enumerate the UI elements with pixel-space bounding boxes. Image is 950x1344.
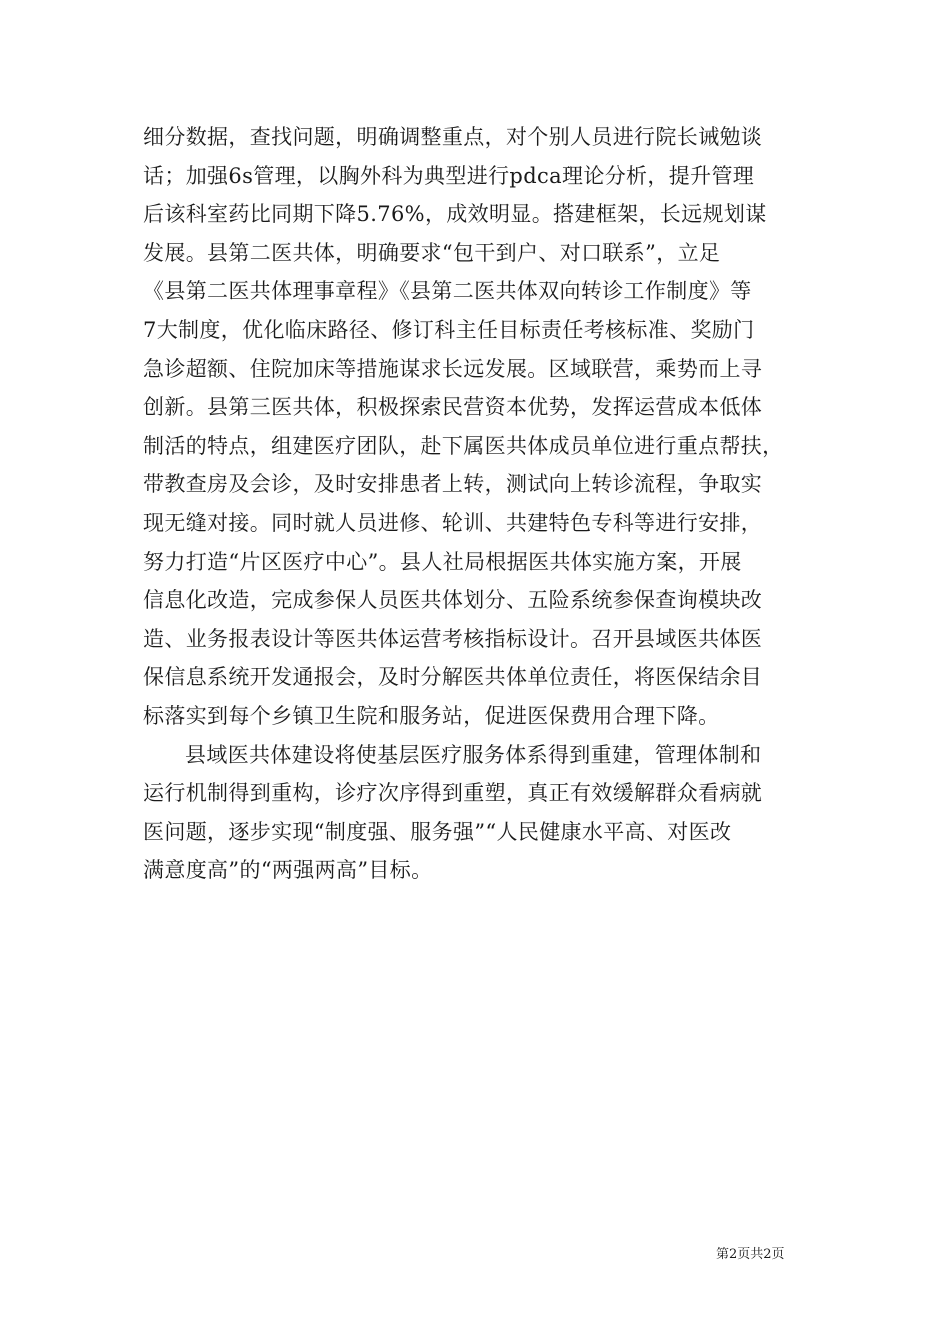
text-line: 标落实到每个乡镇卫生院和服务站，促进医保费用合理下降。 bbox=[143, 703, 720, 728]
text-line: 《县第二医共体理事章程》《县第二医共体双向转诊工作制度》等 bbox=[143, 279, 752, 304]
page-number-footer: 第2页共2页 bbox=[716, 1247, 785, 1262]
text-line: 急诊超额、住院加床等措施谋求长远发展。区域联营，乘势而上寻 bbox=[143, 356, 763, 381]
text-line: 造、业务报表设计等医共体运营考核指标设计。召开县域医共体医 bbox=[143, 626, 763, 651]
text-line: 运行机制得到重构，诊疗次序得到重塑，真正有效缓解群众看病就 bbox=[143, 781, 763, 806]
text-line: 信息化改造，完成参保人员医共体划分、五险系统参保查询模块改 bbox=[143, 588, 763, 613]
text-line: 医问题，逐步实现“制度强、服务强”“人民健康水平高、对医改 bbox=[143, 819, 732, 844]
paragraph-2 bbox=[143, 736, 815, 890]
text-line: 创新。县第三医共体，积极探索民营资本优势，发挥运营成本低体 bbox=[143, 395, 763, 420]
text-line: 现无缝对接。同时就人员进修、轮训、共建特色专科等进行安排， bbox=[143, 510, 763, 535]
text-line: 保信息系统开发通报会，及时分解医共体单位责任，将医保结余目 bbox=[143, 665, 763, 690]
text-line: 带教查房及会诊，及时安排患者上转，测试向上转诊流程，争取实 bbox=[143, 472, 763, 497]
body-text bbox=[143, 118, 815, 890]
text-line: 满意度高”的“两强两高”目标。 bbox=[143, 858, 433, 883]
text-line: 县域医共体建设将使基层医疗服务体系得到重建，管理体制和 bbox=[185, 742, 762, 767]
text-line: 话；加强6s管理，以胸外科为典型进行pdca理论分析，提升管理 bbox=[143, 163, 755, 188]
paragraph-1 bbox=[143, 118, 815, 736]
text-line: 后该科室药比同期下降5.76%，成效明显。搭建框架，长远规划谋 bbox=[143, 202, 767, 227]
text-line: 7大制度，优化临床路径、修订科主任目标责任考核标准、奖励门 bbox=[143, 317, 755, 342]
text-line: 努力打造“片区医疗中心”。县人社局根据医共体实施方案，开展 bbox=[143, 549, 742, 574]
text-line: 细分数据，查找问题，明确调整重点，对个别人员进行院长诫勉谈 bbox=[143, 125, 763, 149]
text-line: 制活的特点，组建医疗团队，赴下属医共体成员单位进行重点帮扶， bbox=[143, 433, 784, 458]
text-line: 发展。县第二医共体，明确要求“包干到户、对口联系”，立足 bbox=[143, 240, 721, 265]
